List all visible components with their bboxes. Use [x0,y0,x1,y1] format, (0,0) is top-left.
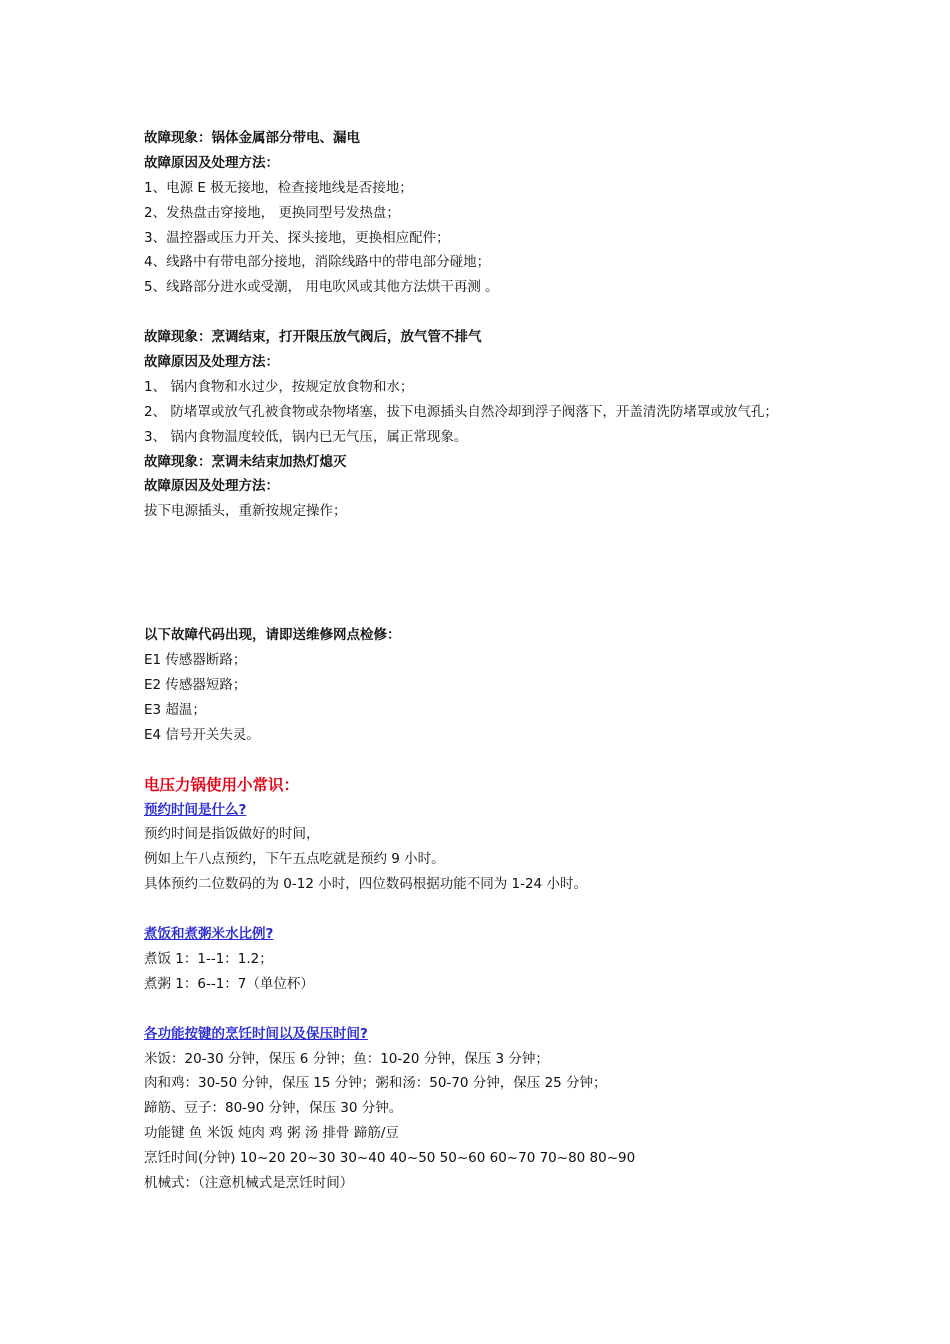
question-link-cooking-time[interactable]: 各功能按键的烹饪时间以及保压时间? [144,1025,368,1042]
fault-title-leakage: 故障现象：锅体金属部分带电、漏电 [144,130,360,146]
fault-cause-heading: 故障原因及处理方法： [144,154,279,171]
list-item: 拔下电源插头，重新按规定操作； [144,503,347,520]
answer-line: 例如上午八点预约，下午五点吃就是预约 9 小时。 [144,851,445,868]
answer-line: 肉和鸡：30-50 分钟，保压 15 分钟；粥和汤：50-70 分钟，保压 25 分钟； [144,1075,607,1092]
paragraph-gap [144,997,844,1022]
error-code-item: E4 信号开关失灵。 [144,726,260,743]
answer-line: 煮饭 1：1--1：1.2； [144,950,273,967]
document-content [144,126,844,1196]
tips-heading: 电压力锅使用小常识： [144,775,300,794]
answer-line: 煮粥 1：6--1：7（单位杯） [144,975,314,992]
list-item: 1、 锅内食物和水过少，按规定放食物和水； [144,378,414,395]
error-codes-title: 以下故障代码出现，请即送维修网点检修： [144,627,401,644]
fault-title-light-off: 故障现象：烹调未结束加热灯熄灭 [144,453,347,470]
paragraph-gap [144,897,844,922]
section-gap [144,524,844,623]
list-item: 3、 锅内食物温度较低，锅内已无气压，属正常现象。 [144,428,468,445]
question-link-reservation[interactable]: 预约时间是什么? [144,801,247,818]
paragraph-gap [144,748,844,773]
fault-title-no-exhaust: 故障现象：烹调结束，打开限压放气阀后，放气管不排气 [144,329,482,346]
list-item: 5、线路部分进水或受潮， 用电吹风或其他方法烘干再测 。 [144,279,499,296]
answer-line: 功能键 鱼 米饭 炖肉 鸡 粥 汤 排骨 蹄筋/豆 [144,1125,399,1142]
list-item: 4、线路中有带电部分接地，消除线路中的带电部分碰地； [144,254,491,271]
error-code-item: E3 超温； [144,701,206,718]
list-item: 2、 防堵罩或放气孔被食物或杂物堵塞，拔下电源插头自然冷却到浮子阀落下，开盖清洗防堵罩或放气孔； [144,403,778,420]
list-item: 2、发热盘击穿接地， 更换同型号发热盘； [144,204,400,221]
answer-line: 烹饪时间(分钟) 10~20 20~30 30~40 40~50 50~60 60~70 70~80 80~90 [144,1150,636,1167]
list-item: 1、电源 E 极无接地，检查接地线是否接地； [144,179,413,196]
answer-line: 具体预约二位数码的为 0-12 小时，四位数码根据功能不同为 1-24 小时。 [144,876,587,893]
error-code-item: E2 传感器短路； [144,677,247,694]
answer-line: 预约时间是指饭做好的时间， [144,826,320,843]
list-item: 3、温控器或压力开关、探头接地，更换相应配件； [144,229,450,246]
error-code-item: E1 传感器断路； [144,652,247,669]
paragraph-gap [144,300,844,325]
answer-line: 米饭：20-30 分钟，保压 6 分钟；鱼：10-20 分钟，保压 3 分钟； [144,1050,549,1067]
question-link-water-ratio[interactable]: 煮饭和煮粥米水比例? [144,926,274,943]
answer-line: 蹄筋、豆子：80-90 分钟，保压 30 分钟。 [144,1100,403,1117]
fault-cause-heading: 故障原因及处理方法： [144,354,279,371]
fault-cause-heading: 故障原因及处理方法： [144,478,279,495]
answer-line: 机械式：（注意机械式是烹饪时间） [144,1174,354,1191]
